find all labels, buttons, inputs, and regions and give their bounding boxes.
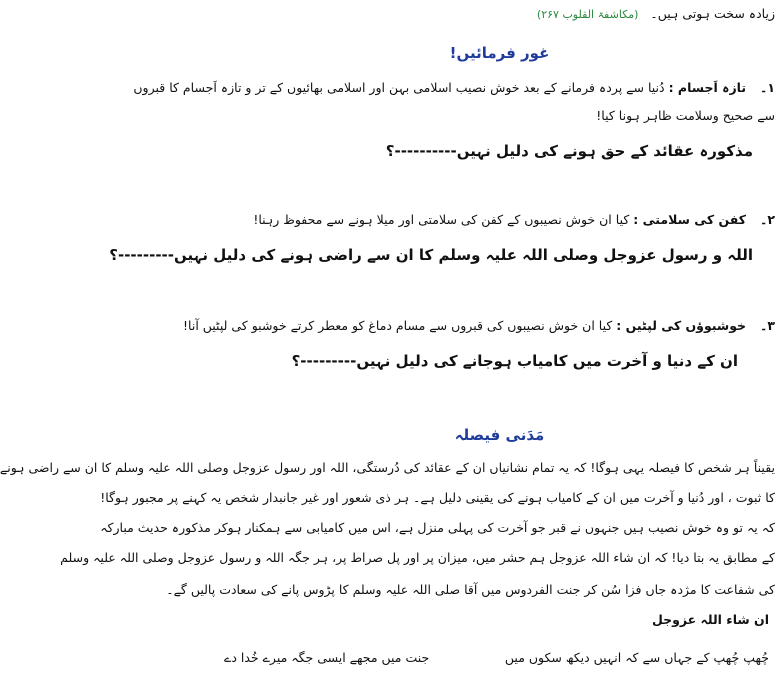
top-line	[537, 6, 775, 21]
item2-label: کفن کی سلامتی :	[633, 212, 747, 227]
paragraph-line-1: یقیناً ہر شخص کا فیصلہ یہی ہوگا! کہ یہ تمام نشانیاں ان کے عقائد کی دُرستگی، اللہ اور رسول عزوجل وصلی اللہ علیہ وسلم کا ان سے راضی ہونے	[0, 460, 775, 475]
top-text: زیادہ سخت ہوتی ہیں۔	[650, 6, 775, 21]
verse-right: چُھپ چُھپ کے جہاں سے کہ انہیں دیکھ سکوں میں	[504, 650, 769, 665]
item2-line1	[216, 212, 775, 227]
top-reference: (مکاشفۃ القلوب ۲۶۷)	[536, 8, 639, 21]
item1-line2: سے صحیح وسلامت ظاہر ہونا کیا!	[596, 108, 775, 123]
closing-text: ان شاء اللہ عزوجل	[651, 612, 769, 627]
heading-ghor-farmain: غور فرمائیں!	[449, 44, 550, 62]
item1-question: مذکورہ عقائد کے حق ہونے کی دلیل نہیں----------؟	[385, 142, 753, 160]
paragraph-line-5: کی شفاعت کا مژدہ جاں فزا سُن کر جنت الفردوس میں آقا صلی اللہ علیہ وسلم کا پڑوس پانے کی سعادت پالیں گے۔	[166, 582, 775, 597]
paragraph-line-4: کے مطابق یہ بتا دیا! کہ ان شاء اللہ عزوجل ہم حشر میں، میزان پر اور پل صراط پر، ہر جگہ اللہ و رسول عزوجل وصلی اللہ علیہ وسلم	[60, 550, 775, 565]
item1-line1	[133, 80, 775, 95]
item1-number: ۱۔	[760, 80, 775, 95]
paragraph-line-3: کہ یہ تو وہ خوش نصیب ہیں جنہوں نے قبر جو آخرت کی پہلی منزل ہے، اس میں کامیابی سے ہمکنار ہوکر مذکورہ حدیث مبارکہ	[100, 520, 775, 535]
verse-line	[224, 650, 769, 665]
item2-number: ۲۔	[760, 212, 775, 227]
item3-number: ۳۔	[760, 318, 775, 333]
item2-question: اللہ و رسول عزوجل وصلی اللہ علیہ وسلم کا ان سے راضی ہونے کی دلیل نہیں---------؟	[109, 246, 753, 264]
item1-label: تازہ اَجسام :	[668, 80, 747, 95]
item1-text: دُنیا سے پردہ فرمانے کے بعد خوش نصیب اسلامی بہن اور اسلامی بھائیوں کے تر و تازہ اَجسام کا قبروں	[133, 80, 665, 95]
item3-question: ان کے دنیا و آخرت میں کامیاب ہوجانے کی دلیل نہیں---------؟	[291, 352, 738, 370]
paragraph-line-2: کا ثبوت ، اور دُنیا و آخرت میں ان کے کامیاب ہونے کی یقینی دلیل ہے۔ ہر ذی شعور اور غیر جانبدار شخص یہ کہنے پر مجبور ہوگا!	[100, 490, 775, 505]
item3-text: کیا ان خوش نصیبوں کی قبروں سے مسام دماغ کو معطر کرتے خوشبو کی لپٹیں آنا!	[183, 318, 613, 333]
item2-text: کیا ان خوش نصیبوں کے کفن کی سلامتی اور میلا ہونے سے محفوظ رہنا!	[253, 212, 630, 227]
heading-madani-faisla: مَدَنی فیصلہ	[454, 426, 545, 444]
item3-label: خوشبوؤں کی لپٹیں :	[616, 318, 747, 333]
verse-left: جنت میں مجھے ایسی جگہ میرے خُدا دے	[224, 650, 430, 665]
item3-line1	[183, 318, 775, 333]
